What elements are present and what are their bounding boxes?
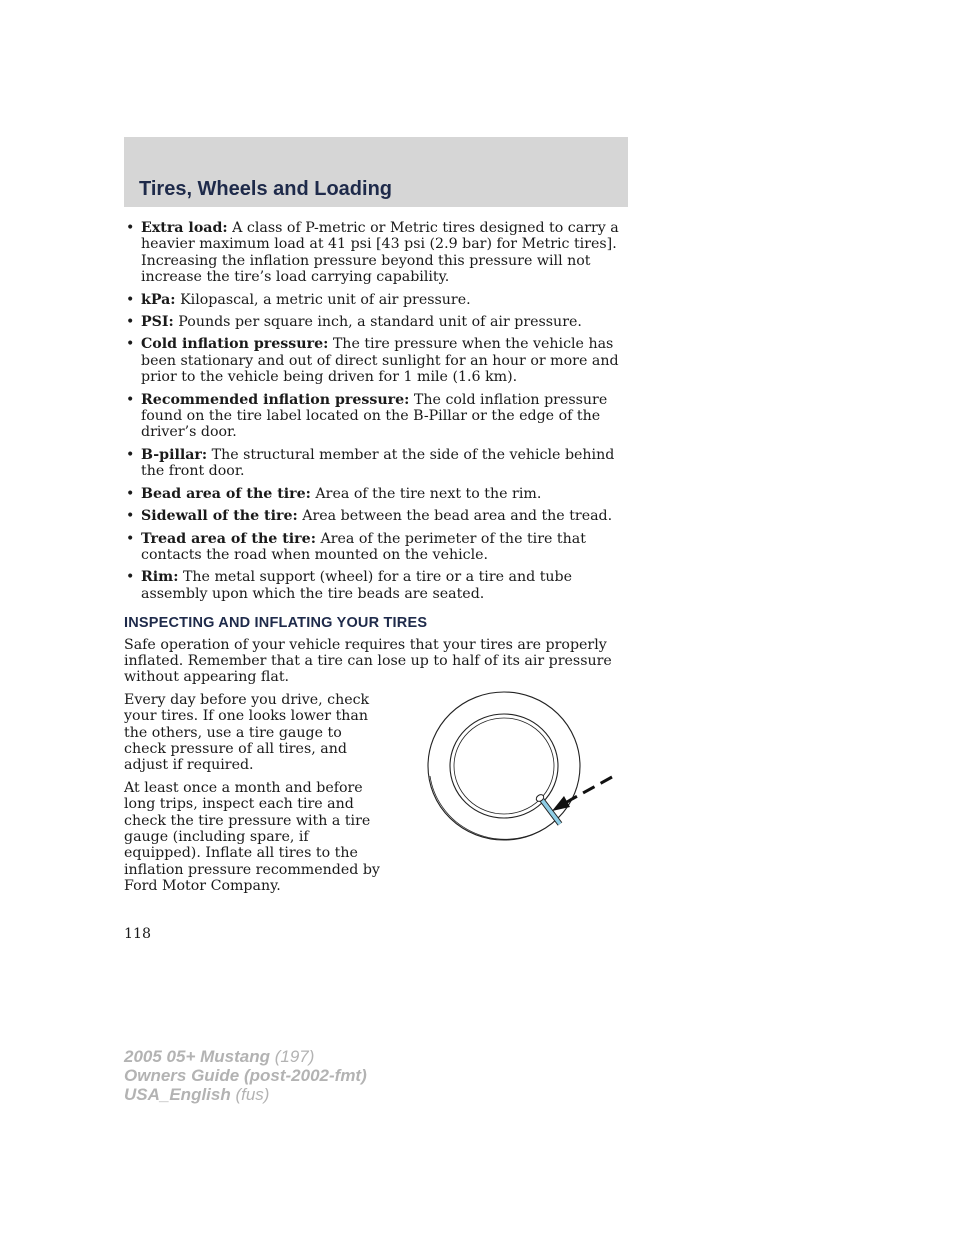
footer-line-language: USA_English (fus) [124, 1085, 270, 1104]
glossary-definition: A class of P-metric or Metric tires designed to carry a heavier maximum load at 41 psi [43 psi (2.9 bar) for Metric tires]. Increasing the inflation pressure beyond this pressure will not increase the tire’s load carrying capability. [141, 220, 619, 286]
glossary-term: Sidewall of the tire: [141, 508, 298, 525]
glossary-definition: Area of the tire next to the rim. [310, 485, 542, 502]
glossary-definition: Kilopascal, a metric unit of air pressure. [175, 291, 471, 308]
list-item [124, 336, 628, 385]
section-title: Tires, Wheels and Loading [139, 178, 393, 200]
bullet-icon: • [126, 446, 135, 463]
page-content [124, 220, 628, 901]
page-number: 118 [124, 926, 152, 942]
glossary-definition: The metal support (wheel) for a tire or a tire and tube assembly upon which the tire beads are seated. [141, 569, 573, 602]
footer-line-model: 2005 05+ Mustang (197) [124, 1047, 315, 1066]
monthly-check-paragraph: At least once a month and before long trips, inspect each tire and check the tire pressure with a tire gauge (including spare, if equipped). Inflate all tires to the inflation pressure recommended by Ford Motor Company. [124, 779, 380, 895]
glossary-definition: The structural member at the side of the vehicle behind the front door. [141, 446, 615, 480]
section-heading: INSPECTING AND INFLATING YOUR TIRES [124, 615, 428, 632]
list-item [124, 392, 628, 441]
list-item [124, 314, 628, 330]
bullet-icon: • [126, 485, 135, 502]
bullet-icon: • [126, 336, 135, 353]
glossary-term: B-pillar: [141, 446, 208, 463]
daily-check-paragraph: Every day before you drive, check your tires. If one looks lower than the others, use a tire gauge to check pressure of all tires, and adjust if required. [124, 691, 370, 774]
left-column [124, 692, 386, 895]
list-item [124, 569, 628, 602]
bullet-icon: • [126, 508, 135, 525]
document-footer [124, 1047, 367, 1104]
glossary-list [124, 220, 628, 602]
intro-paragraph: Safe operation of your vehicle requires that your tires are properly inflated. Remember that a tire can lose up to half of its air pressure without appearing flat. [124, 636, 612, 686]
glossary-term: PSI: [141, 314, 174, 331]
glossary-definition: The tire pressure when the vehicle has been stationary and out of direct sunlight for an hour or more and prior to the vehicle being driven for 1 mile (1.6 km). [141, 336, 619, 386]
footer-line-guide: Owners Guide (post-2002-fmt) [124, 1066, 367, 1085]
bullet-icon: • [126, 220, 135, 236]
bullet-icon: • [126, 530, 135, 547]
bullet-icon: • [126, 569, 135, 586]
section-header-band [124, 137, 628, 207]
text-with-figure [124, 692, 628, 895]
glossary-term: Tread area of the tire: [141, 530, 316, 547]
glossary-term: Extra load: [141, 220, 228, 236]
glossary-definition: Pounds per square inch, a standard unit of air pressure. [173, 314, 582, 331]
glossary-term: Bead area of the tire: [141, 485, 311, 502]
list-item [124, 447, 628, 480]
glossary-definition: Area of the perimeter of the tire that contacts the road when mounted on the vehicle. [141, 530, 586, 563]
list-item [124, 292, 628, 308]
bullet-icon: • [126, 291, 135, 308]
glossary-term: Rim: [141, 569, 179, 586]
list-item [124, 220, 628, 286]
glossary-term: Recommended inflation pressure: [141, 391, 410, 408]
list-item [124, 508, 628, 524]
glossary-definition: Area between the bead area and the tread. [297, 508, 613, 525]
bullet-icon: • [126, 314, 135, 331]
glossary-term: kPa: [141, 291, 176, 308]
list-item [124, 486, 628, 502]
glossary-term: Cold inflation pressure: [141, 336, 329, 353]
bullet-icon: • [126, 391, 135, 408]
glossary-definition: The cold inflation pressure found on the tire label located on the B-Pillar or the edge of the driver’s door. [141, 391, 608, 441]
tire-valve-stem-illustration [422, 688, 622, 844]
list-item [124, 531, 628, 564]
